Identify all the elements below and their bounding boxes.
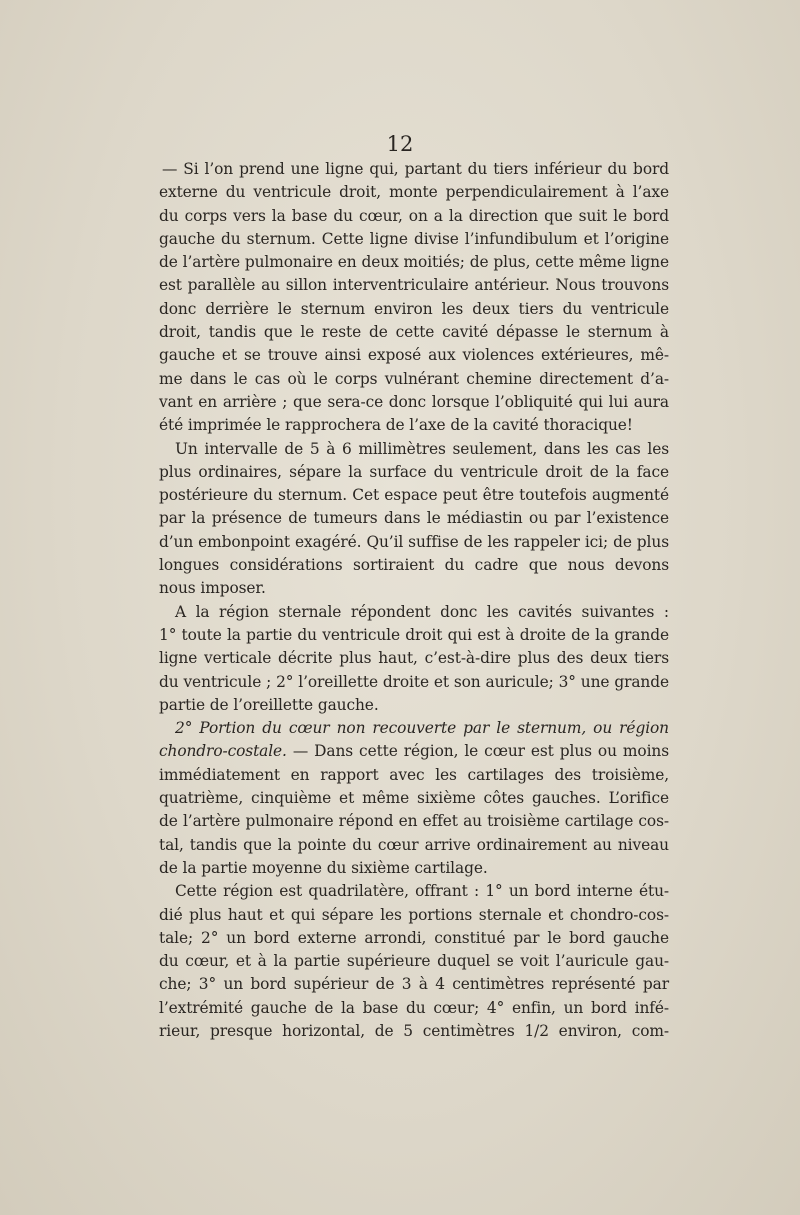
text-line: externe du ventricule droit, monte perpendiculairement à l’axe — [159, 183, 669, 202]
text-line: dié plus haut et qui sépare les portions sternale et chondro-cos- — [159, 905, 669, 924]
text-line: postérieure du sternum. Cet espace peut être toutefois augmenté — [159, 486, 669, 505]
text-line: tale; 2° un bord externe arrondi, constitué par le bord gauche — [159, 928, 669, 947]
text-line: tal, tandis que la pointe du cœur arrive ordinairement au niveau — [159, 835, 669, 854]
text-line: 1° toute la partie du ventricule droit qui est à droite de la grande — [159, 625, 669, 644]
text-line: me dans le cas où le corps vulnérant chemine directement d’a- — [159, 369, 669, 388]
text-line: d’un embonpoint exagéré. Qu’il suffise de les rappeler ici; de plus — [159, 532, 669, 551]
text-line: Cette région est quadrilatère, offrant : 1° un bord interne étu- — [175, 882, 669, 901]
text-line: plus ordinaires, sépare la surface du ventricule droit de la face — [159, 462, 669, 481]
text-line: est parallèle au sillon interventriculaire antérieur. Nous trouvons — [159, 276, 669, 295]
text-line: longues considérations sortiraient du cadre que nous devons — [159, 556, 669, 575]
text-run: — Dans cette région, le cœur est plus ou moins — [286, 742, 669, 761]
text-line: droit, tandis que le reste de cette cavité dépasse le sternum à — [159, 323, 669, 342]
text-line: Un intervalle de 5 à 6 millimètres seulement, dans les cas les — [175, 439, 669, 458]
text-line: partie de l’oreillette gauche. — [159, 695, 379, 714]
italic-text: chondro-costale. — [159, 742, 287, 761]
text-line: par la présence de tumeurs dans le médiastin ou par l’existence — [159, 509, 669, 528]
italic-text: 2° Portion du cœur non recouverte par le sternum, ou région — [175, 719, 669, 738]
text-line: A la région sternale répondent donc les cavités suivantes : — [175, 602, 669, 621]
text-line: du corps vers la base du cœur, on a la direction que suit le bord — [159, 206, 669, 225]
text-line: donc derrière le sternum environ les deux tiers du ventricule — [159, 299, 669, 318]
text-line: nous imposer. — [159, 579, 266, 598]
text-line — [159, 740, 669, 763]
body-text — [159, 158, 669, 1043]
text-line: — Si l’on prend une ligne qui, partant du tiers inférieur du bord — [162, 160, 669, 178]
text-line: de la partie moyenne du sixième cartilage. — [159, 858, 488, 877]
text-line: été imprimée le rapprochera de l’axe de la cavité thoracique! — [159, 416, 633, 435]
text-line: gauche du sternum. Cette ligne divise l’infundibulum et l’origine — [159, 229, 669, 248]
text-line — [159, 717, 669, 740]
text-line: rieur, presque horizontal, de 5 centimètres 1/2 environ, com- — [159, 1021, 669, 1040]
text-line: de l’artère pulmonaire répond en effet au troisième cartilage cos- — [159, 812, 669, 831]
text-line: che; 3° un bord supérieur de 3 à 4 centimètres représenté par — [159, 975, 669, 994]
text-line: immédiatement en rapport avec les cartilages des troisième, — [159, 765, 669, 784]
text-line: ligne verticale décrite plus haut, c’est-à-dire plus des deux tiers — [159, 649, 669, 668]
text-line: gauche et se trouve ainsi exposé aux violences extérieures, mê- — [159, 346, 669, 365]
text-line: l’extrémité gauche de la base du cœur; 4° enfin, un bord infé- — [159, 998, 669, 1017]
text-line: quatrième, cinquième et même sixième côtes gauches. L’orifice — [159, 789, 669, 808]
text-line: du cœur, et à la partie supérieure duquel se voit l’auricule gau- — [159, 952, 669, 971]
text-line: de l’artère pulmonaire en deux moitiés; de plus, cette même ligne — [159, 253, 669, 272]
page-number: 12 — [386, 132, 414, 156]
text-line: du ventricule ; 2° l’oreillette droite et son auricule; 3° une grande — [159, 672, 669, 691]
text-line: vant en arrière ; que sera-ce donc lorsque l’obliquité qui lui aura — [159, 392, 669, 411]
